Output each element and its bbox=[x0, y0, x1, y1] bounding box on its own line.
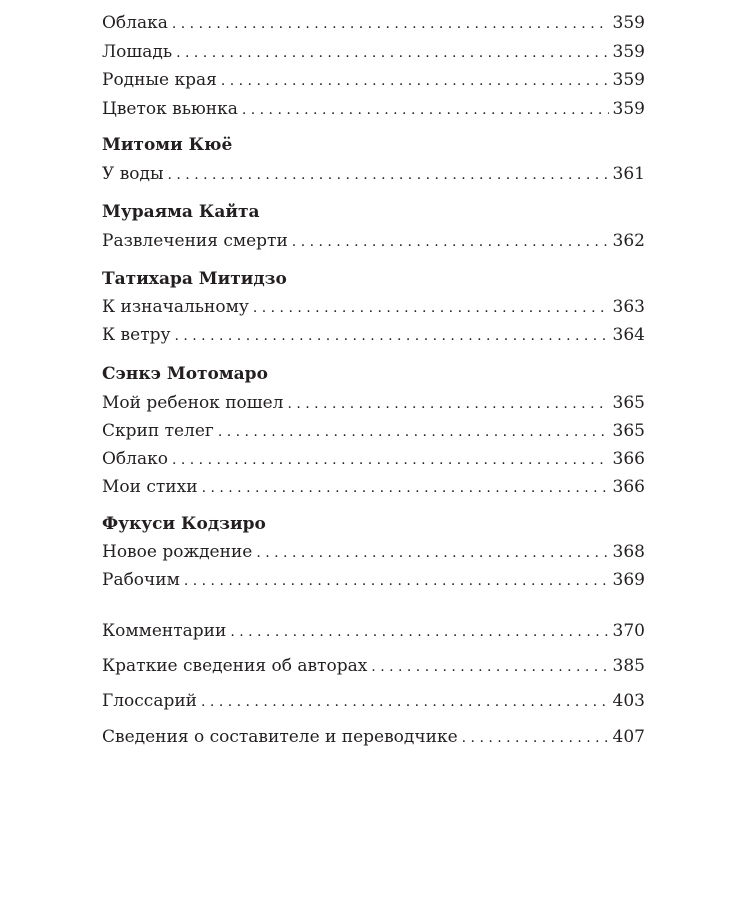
dot-leader bbox=[221, 69, 609, 93]
entry-title: Развлечения смерти bbox=[102, 231, 288, 251]
dot-leader bbox=[218, 420, 609, 444]
toc-entry bbox=[102, 391, 645, 415]
dot-leader bbox=[202, 476, 609, 500]
dot-leader bbox=[168, 163, 609, 187]
dot-leader bbox=[287, 392, 608, 416]
entry-title: У воды bbox=[102, 164, 164, 184]
dot-leader bbox=[172, 12, 609, 36]
dot-leader bbox=[176, 41, 608, 65]
entry-page: 359 bbox=[612, 13, 645, 33]
toc-entry bbox=[102, 295, 645, 319]
entry-page: 362 bbox=[612, 231, 645, 251]
toc-entry bbox=[102, 540, 645, 564]
entry-title: К ветру bbox=[102, 325, 171, 345]
dot-leader bbox=[172, 448, 609, 472]
dot-leader bbox=[184, 569, 609, 593]
toc-entry-appendix bbox=[102, 654, 645, 678]
entry-title: Цветок вьюнка bbox=[102, 99, 238, 119]
toc-entry bbox=[102, 97, 645, 121]
dot-leader bbox=[292, 230, 609, 254]
toc-entry bbox=[102, 568, 645, 592]
entry-title: Облака bbox=[102, 13, 168, 33]
dot-leader bbox=[462, 726, 609, 750]
entry-page: 361 bbox=[612, 164, 645, 184]
entry-page: 403 bbox=[612, 691, 645, 711]
author-heading: Сэнкэ Мотомаро bbox=[102, 364, 268, 384]
entry-page: 359 bbox=[612, 42, 645, 62]
entry-page: 366 bbox=[612, 477, 645, 497]
toc-entry bbox=[102, 11, 645, 35]
entry-page: 359 bbox=[612, 99, 645, 119]
dot-leader bbox=[242, 98, 609, 122]
entry-page: 369 bbox=[612, 570, 645, 590]
toc-entry bbox=[102, 229, 645, 253]
entry-title: Новое рождение bbox=[102, 542, 253, 562]
dot-leader bbox=[201, 690, 609, 714]
entry-title: Комментарии bbox=[102, 621, 227, 641]
toc-entry bbox=[102, 323, 645, 347]
entry-title: Сведения о составителе и переводчике bbox=[102, 727, 458, 747]
author-heading: Мураяма Кайта bbox=[102, 202, 260, 222]
entry-title: Родные края bbox=[102, 70, 217, 90]
entry-page: 407 bbox=[612, 727, 645, 747]
entry-page: 364 bbox=[612, 325, 645, 345]
dot-leader bbox=[174, 324, 608, 348]
entry-title: Мои стихи bbox=[102, 477, 198, 497]
entry-title: Рабочим bbox=[102, 570, 180, 590]
entry-page: 370 bbox=[612, 621, 645, 641]
toc-entry bbox=[102, 162, 645, 186]
dot-leader bbox=[253, 296, 609, 320]
toc-entry bbox=[102, 68, 645, 92]
entry-page: 359 bbox=[612, 70, 645, 90]
entry-title: К изначальному bbox=[102, 297, 249, 317]
toc-entry bbox=[102, 475, 645, 499]
entry-page: 365 bbox=[612, 421, 645, 441]
entry-page: 385 bbox=[612, 656, 645, 676]
author-heading: Фукуси Кодзиро bbox=[102, 514, 266, 534]
entry-title: Глоссарий bbox=[102, 691, 198, 711]
toc-entry bbox=[102, 40, 645, 64]
entry-title: Скрип телег bbox=[102, 421, 214, 441]
dot-leader bbox=[371, 655, 608, 679]
toc-entry-appendix bbox=[102, 619, 645, 643]
entry-page: 365 bbox=[612, 393, 645, 413]
toc-entry-appendix bbox=[102, 689, 645, 713]
entry-page: 368 bbox=[612, 542, 645, 562]
author-heading: Татихара Митидзо bbox=[102, 269, 287, 289]
dot-leader bbox=[230, 620, 608, 644]
toc-entry-appendix bbox=[102, 725, 645, 749]
entry-page: 363 bbox=[612, 297, 645, 317]
dot-leader bbox=[256, 541, 608, 565]
entry-title: Лошадь bbox=[102, 42, 173, 62]
entry-page: 366 bbox=[612, 449, 645, 469]
entry-title: Облако bbox=[102, 449, 168, 469]
author-heading: Митоми Кюё bbox=[102, 135, 233, 155]
toc-entry bbox=[102, 419, 645, 443]
entry-title: Краткие сведения об авторах bbox=[102, 656, 368, 676]
toc-entry bbox=[102, 447, 645, 471]
entry-title: Мой ребенок пошел bbox=[102, 393, 284, 413]
